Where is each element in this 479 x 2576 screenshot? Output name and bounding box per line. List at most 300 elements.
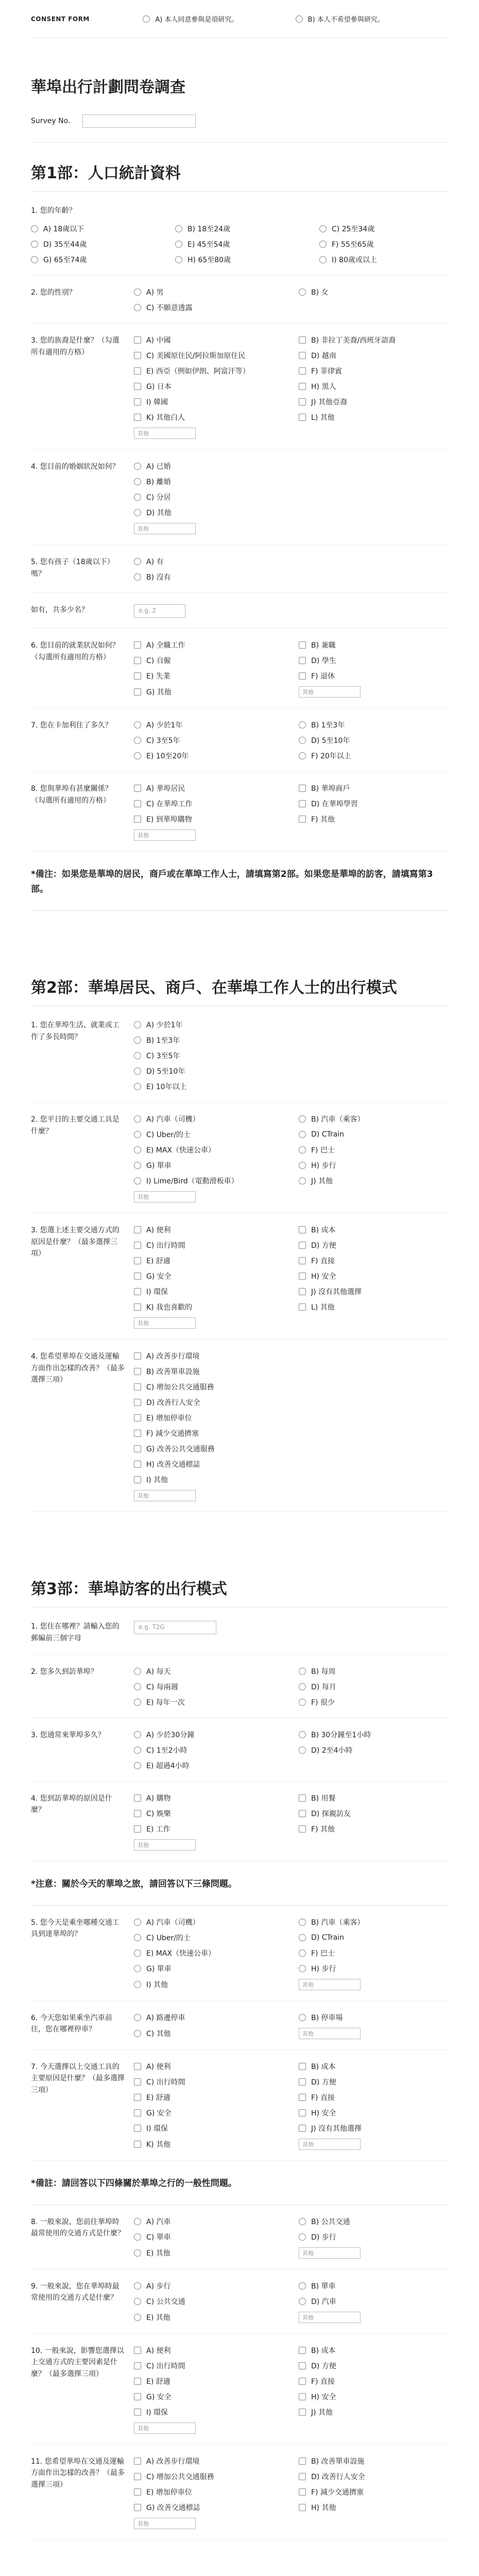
checkbox-icon[interactable]: [299, 1242, 306, 1249]
s2-q2-option[interactable]: D) CTrain: [299, 1129, 448, 1140]
checkbox-icon[interactable]: [134, 1430, 141, 1437]
s3-q10-option[interactable]: C) 出行時間: [134, 2361, 283, 2371]
radio-icon[interactable]: [134, 2014, 141, 2021]
radio-icon[interactable]: [299, 2298, 306, 2305]
s3-q11-option[interactable]: D) 改善行人安全: [299, 2471, 448, 2482]
s1-q3-option[interactable]: L) 其他: [299, 412, 448, 422]
radio-icon[interactable]: [134, 289, 141, 296]
checkbox-icon[interactable]: [299, 2504, 306, 2511]
radio-icon[interactable]: [299, 1668, 306, 1675]
radio-icon[interactable]: [134, 1981, 141, 1988]
radio-icon[interactable]: [319, 225, 327, 232]
s3-q3-option[interactable]: C) 1至2小時: [134, 1745, 283, 1755]
s1-q1-option[interactable]: E) 45至54歲: [175, 239, 304, 249]
checkbox-icon[interactable]: [134, 2109, 141, 2116]
s3-q8-other-input[interactable]: 其他: [299, 2247, 361, 2259]
s3-q5-option[interactable]: E) MAX（快速公車）: [134, 1948, 283, 1958]
radio-icon[interactable]: [134, 1699, 141, 1706]
s3-q11-option[interactable]: A) 改善步行環境: [134, 2456, 283, 2466]
s2-q2-option[interactable]: J) 其他: [299, 1176, 448, 1186]
s3-q9-option[interactable]: B) 單車: [299, 2281, 448, 2291]
s3-q8-option[interactable]: E) 其他: [134, 2247, 283, 2259]
radio-icon[interactable]: [134, 1067, 141, 1075]
radio-icon[interactable]: [134, 1965, 141, 1972]
radio-icon[interactable]: [134, 463, 141, 470]
checkbox-icon[interactable]: [134, 2409, 141, 2416]
s3-q7-option[interactable]: F) 直接: [299, 2092, 448, 2103]
radio-icon[interactable]: [31, 256, 38, 263]
s1-q8-option[interactable]: B) 華埠商戶: [299, 783, 448, 793]
s3-q2-option[interactable]: F) 很少: [299, 1697, 448, 1707]
children-count-input[interactable]: e.g. 2: [134, 604, 185, 618]
s1-q4-other-input[interactable]: 其他: [134, 523, 196, 534]
s2-q2-option[interactable]: C) Uber/的士: [134, 1129, 283, 1140]
s1-q4-option[interactable]: A) 已婚: [134, 461, 448, 471]
radio-icon[interactable]: [299, 1162, 306, 1169]
radio-icon[interactable]: [134, 1177, 141, 1184]
radio-icon[interactable]: [299, 1177, 306, 1184]
checkbox-icon[interactable]: [299, 414, 306, 421]
checkbox-icon[interactable]: [299, 2409, 306, 2416]
s2-q1-option[interactable]: E) 10年以上: [134, 1081, 448, 1092]
radio-icon[interactable]: [299, 1699, 306, 1706]
checkbox-icon[interactable]: [134, 398, 141, 405]
s3-q9-option[interactable]: C) 公共交通: [134, 2296, 283, 2307]
radio-icon[interactable]: [299, 2014, 306, 2021]
consent-decline-radio[interactable]: [296, 15, 303, 23]
s2-q1-option[interactable]: C) 3至5年: [134, 1050, 448, 1061]
s3-q7-option[interactable]: E) 舒適: [134, 2092, 283, 2103]
s3-q10-option[interactable]: B) 成本: [299, 2345, 448, 2355]
s3-q6-option[interactable]: B) 停車場: [299, 2012, 448, 2023]
checkbox-icon[interactable]: [299, 1810, 306, 1817]
s1-q3-option[interactable]: A) 中國: [134, 335, 283, 345]
radio-icon[interactable]: [134, 1762, 141, 1769]
radio-icon[interactable]: [299, 2218, 306, 2225]
radio-icon[interactable]: [134, 304, 141, 311]
s3-q9-option[interactable]: D) 汽車: [299, 2296, 448, 2307]
checkbox-icon[interactable]: [134, 2504, 141, 2511]
s3-q4-option[interactable]: D) 探親訪友: [299, 1808, 448, 1819]
radio-icon[interactable]: [299, 737, 306, 744]
checkbox-icon[interactable]: [299, 672, 306, 680]
s2-q4-option[interactable]: G) 改善公共交通服務: [134, 1444, 448, 1454]
checkbox-icon[interactable]: [299, 2109, 306, 2116]
radio-icon[interactable]: [299, 1919, 306, 1926]
s1-q5-option[interactable]: A) 有: [134, 556, 448, 567]
s2-q4-option[interactable]: E) 增加停車位: [134, 1413, 448, 1423]
checkbox-icon[interactable]: [134, 1352, 141, 1360]
s1-q7-option[interactable]: E) 10至20年: [134, 751, 283, 761]
s1-q2-option[interactable]: C) 不願意透露: [134, 302, 283, 313]
s2-q4-option[interactable]: D) 改善行人安全: [134, 1397, 448, 1408]
checkbox-icon[interactable]: [299, 657, 306, 664]
s3-q11-option[interactable]: E) 增加停車位: [134, 2487, 283, 2497]
s1-q3-option[interactable]: E) 西亞（例如伊朗、阿富汗等）: [134, 366, 283, 376]
s1-q7-option[interactable]: F) 20年以上: [299, 751, 448, 761]
s2-q3-option[interactable]: H) 安全: [299, 1271, 448, 1281]
s2-q3-option[interactable]: B) 成本: [299, 1225, 448, 1235]
s2-q4-option[interactable]: I) 其他: [134, 1475, 448, 1485]
checkbox-icon[interactable]: [134, 1825, 141, 1833]
s3-q11-option[interactable]: G) 改善交通標誌: [134, 2502, 283, 2513]
checkbox-icon[interactable]: [299, 785, 306, 792]
s1-q7-option[interactable]: A) 少於1年: [134, 720, 283, 730]
checkbox-icon[interactable]: [299, 2458, 306, 2465]
s2-q1-option[interactable]: D) 5至10年: [134, 1066, 448, 1076]
radio-icon[interactable]: [134, 558, 141, 565]
radio-icon[interactable]: [134, 2233, 141, 2241]
s3-q5-option[interactable]: D) CTrain: [299, 1933, 448, 1943]
s1-q6-other-input[interactable]: 其他: [299, 686, 361, 698]
s2-q2-option[interactable]: H) 步行: [299, 1160, 448, 1171]
s2-q2-option[interactable]: B) 汽車（乘客）: [299, 1114, 448, 1124]
radio-icon[interactable]: [299, 1131, 306, 1138]
checkbox-icon[interactable]: [134, 2362, 141, 2369]
radio-icon[interactable]: [134, 721, 141, 728]
checkbox-icon[interactable]: [299, 2393, 306, 2400]
s1-q1-option[interactable]: D) 35至44歲: [31, 239, 160, 249]
checkbox-icon[interactable]: [299, 2078, 306, 2086]
s3-q8-option[interactable]: B) 公共交通: [299, 2216, 448, 2227]
radio-icon[interactable]: [134, 1747, 141, 1754]
checkbox-icon[interactable]: [299, 641, 306, 649]
checkbox-icon[interactable]: [299, 2473, 306, 2480]
checkbox-icon[interactable]: [134, 688, 141, 696]
s2-q4-option[interactable]: A) 改善步行環境: [134, 1351, 448, 1361]
s3-q2-option[interactable]: D) 每月: [299, 1682, 448, 1692]
radio-icon[interactable]: [299, 2282, 306, 2290]
s2-q2-option[interactable]: E) MAX（快速公車）: [134, 1145, 283, 1155]
s2-q2-other-input[interactable]: 其他: [134, 1191, 196, 1202]
checkbox-icon[interactable]: [134, 1288, 141, 1295]
radio-icon[interactable]: [134, 1083, 141, 1090]
s3-q10-other-input[interactable]: 其他: [134, 2422, 196, 2434]
s1-q5-option[interactable]: B) 沒有: [134, 572, 448, 582]
radio-icon[interactable]: [299, 1115, 306, 1123]
s2-q2-option[interactable]: A) 汽車（司機）: [134, 1114, 283, 1124]
checkbox-icon[interactable]: [134, 352, 141, 359]
checkbox-icon[interactable]: [134, 2094, 141, 2101]
radio-icon[interactable]: [31, 225, 38, 232]
s3-q5-option[interactable]: C) Uber/的士: [134, 1933, 283, 1943]
s1-q8-option[interactable]: D) 在華埠學習: [299, 799, 448, 809]
checkbox-icon[interactable]: [134, 672, 141, 680]
s3-q7-option[interactable]: A) 便利: [134, 2061, 283, 2072]
s1-q8-option[interactable]: E) 到華埠購物: [134, 814, 283, 824]
radio-icon[interactable]: [299, 721, 306, 728]
radio-icon[interactable]: [134, 2282, 141, 2290]
s3-q2-option[interactable]: C) 每兩週: [134, 1682, 283, 1692]
s3-q4-option[interactable]: E) 工作: [134, 1824, 283, 1834]
s1-q8-option[interactable]: C) 在華埠工作: [134, 799, 283, 809]
s3-q5-option[interactable]: F) 巴士: [299, 1948, 448, 1958]
s3-q7-option[interactable]: H) 安全: [299, 2108, 448, 2118]
s1-q8-other-input[interactable]: 其他: [134, 829, 196, 841]
checkbox-icon[interactable]: [134, 1399, 141, 1406]
checkbox-icon[interactable]: [134, 2078, 141, 2086]
s1-q2-option[interactable]: B) 女: [299, 287, 448, 297]
checkbox-icon[interactable]: [299, 383, 306, 390]
s3-q6-option[interactable]: C) 其他: [134, 2028, 283, 2039]
radio-icon[interactable]: [134, 509, 141, 516]
radio-icon[interactable]: [299, 1950, 306, 1957]
s1-q1-option[interactable]: A) 18歲以下: [31, 224, 160, 234]
checkbox-icon[interactable]: [299, 1226, 306, 1233]
s2-q3-other-input[interactable]: 其他: [134, 1317, 196, 1329]
s1-q6-option[interactable]: C) 自僱: [134, 655, 283, 666]
checkbox-icon[interactable]: [134, 2141, 141, 2148]
s1-q6-option[interactable]: F) 退休: [299, 671, 448, 681]
radio-icon[interactable]: [299, 1747, 306, 1754]
checkbox-icon[interactable]: [299, 2347, 306, 2354]
s1-q3-option[interactable]: B) 非拉丁美裔/西班牙語裔: [299, 335, 448, 345]
s3-q11-option[interactable]: H) 其他: [299, 2502, 448, 2513]
checkbox-icon[interactable]: [299, 800, 306, 807]
s3-q11-option[interactable]: F) 減少交通擠塞: [299, 2487, 448, 2497]
radio-icon[interactable]: [134, 752, 141, 759]
checkbox-icon[interactable]: [299, 816, 306, 823]
checkbox-icon[interactable]: [299, 1273, 306, 1280]
radio-icon[interactable]: [134, 478, 141, 485]
checkbox-icon[interactable]: [134, 1476, 141, 1483]
s2-q4-other-input[interactable]: 其他: [134, 1490, 196, 1501]
s1-q3-option[interactable]: G) 日本: [134, 381, 283, 392]
s2-q4-option[interactable]: F) 減少交通擠塞: [134, 1428, 448, 1438]
s1-q1-option[interactable]: C) 25至34歲: [319, 224, 448, 234]
checkbox-icon[interactable]: [299, 2094, 306, 2101]
s3-q9-option[interactable]: A) 步行: [134, 2281, 283, 2291]
checkbox-icon[interactable]: [134, 2473, 141, 2480]
checkbox-icon[interactable]: [134, 1794, 141, 1802]
checkbox-icon[interactable]: [134, 2347, 141, 2354]
checkbox-icon[interactable]: [134, 1226, 141, 1233]
radio-icon[interactable]: [299, 289, 306, 296]
radio-icon[interactable]: [134, 737, 141, 744]
s3-q11-other-input[interactable]: 其他: [134, 2518, 196, 2529]
s3-q7-option[interactable]: B) 成本: [299, 2061, 448, 2072]
s2-q2-option[interactable]: G) 單車: [134, 1160, 283, 1171]
radio-icon[interactable]: [134, 494, 141, 501]
s1-q3-other-input[interactable]: 其他: [134, 428, 196, 439]
checkbox-icon[interactable]: [134, 657, 141, 664]
radio-icon[interactable]: [134, 1021, 141, 1028]
s1-q3-option[interactable]: H) 黑人: [299, 381, 448, 392]
s2-q3-option[interactable]: K) 我也喜歡的: [134, 1302, 283, 1312]
checkbox-icon[interactable]: [299, 367, 306, 375]
s3-q11-option[interactable]: B) 改善單車設施: [299, 2456, 448, 2466]
radio-icon[interactable]: [299, 1146, 306, 1154]
s3-q4-option[interactable]: C) 娛樂: [134, 1808, 283, 1819]
checkbox-icon[interactable]: [134, 2393, 141, 2400]
s3-q10-option[interactable]: D) 方便: [299, 2361, 448, 2371]
checkbox-icon[interactable]: [134, 2125, 141, 2132]
s1-q7-option[interactable]: D) 5至10年: [299, 735, 448, 745]
s3-q3-option[interactable]: E) 超過4小時: [134, 1760, 283, 1771]
s1-q3-option[interactable]: C) 美國原住民/阿拉斯加原住民: [134, 350, 283, 361]
s3-q5-option[interactable]: H) 步行: [299, 1963, 448, 1974]
s3-q5-option[interactable]: B) 汽車（乘客）: [299, 1917, 448, 1927]
s1-q3-option[interactable]: D) 越南: [299, 350, 448, 361]
radio-icon[interactable]: [299, 1683, 306, 1690]
checkbox-icon[interactable]: [299, 1794, 306, 1802]
s3-q10-option[interactable]: A) 便利: [134, 2345, 283, 2355]
checkbox-icon[interactable]: [134, 816, 141, 823]
s3-q4-option[interactable]: B) 用餐: [299, 1793, 448, 1803]
checkbox-icon[interactable]: [134, 641, 141, 649]
s3-q10-option[interactable]: E) 舒適: [134, 2376, 283, 2386]
checkbox-icon[interactable]: [134, 1383, 141, 1391]
s2-q3-option[interactable]: D) 方便: [299, 1240, 448, 1250]
s3-q9-option[interactable]: E) 其他: [134, 2312, 283, 2323]
s3-q7-option[interactable]: G) 安全: [134, 2108, 283, 2118]
checkbox-icon[interactable]: [134, 336, 141, 344]
s1-q1-option[interactable]: G) 65至74歲: [31, 255, 160, 265]
s3-q7-option[interactable]: C) 出行時間: [134, 2077, 283, 2087]
s3-q2-option[interactable]: E) 每年一次: [134, 1697, 283, 1707]
s2-q2-option[interactable]: I) Lime/Bird（電動滑板車）: [134, 1176, 283, 1186]
radio-icon[interactable]: [134, 1037, 141, 1044]
checkbox-icon[interactable]: [134, 1303, 141, 1311]
s2-q4-option[interactable]: C) 增加公共交通服務: [134, 1382, 448, 1392]
s3-q2-option[interactable]: A) 每天: [134, 1666, 283, 1676]
radio-icon[interactable]: [134, 1683, 141, 1690]
s2-q3-option[interactable]: F) 直接: [299, 1256, 448, 1266]
radio-icon[interactable]: [134, 573, 141, 581]
s2-q3-option[interactable]: E) 舒適: [134, 1256, 283, 1266]
s2-q4-option[interactable]: H) 改善交通標誌: [134, 1459, 448, 1469]
s3-q5-option[interactable]: A) 汽車（司機）: [134, 1917, 283, 1927]
s1-q4-option[interactable]: C) 分居: [134, 492, 448, 502]
radio-icon[interactable]: [31, 241, 38, 248]
checkbox-icon[interactable]: [134, 2458, 141, 2465]
radio-icon[interactable]: [134, 1052, 141, 1059]
s1-q1-option[interactable]: I) 80歲或以上: [319, 255, 448, 265]
s3-q5-option[interactable]: G) 單車: [134, 1963, 283, 1974]
radio-icon[interactable]: [134, 1934, 141, 1941]
radio-icon[interactable]: [299, 1965, 306, 1972]
checkbox-icon[interactable]: [134, 367, 141, 375]
checkbox-icon[interactable]: [299, 2063, 306, 2070]
checkbox-icon[interactable]: [134, 2378, 141, 2385]
checkbox-icon[interactable]: [134, 1414, 141, 1421]
s1-q6-option[interactable]: G) 其他: [134, 686, 283, 698]
checkbox-icon[interactable]: [299, 2125, 306, 2132]
s3-q2-option[interactable]: B) 每周: [299, 1666, 448, 1676]
s3-q5-other-input[interactable]: 其他: [299, 1979, 361, 1990]
s3-q11-option[interactable]: C) 增加公共交通服務: [134, 2471, 283, 2482]
s1-q6-option[interactable]: A) 全職工作: [134, 640, 283, 650]
consent-agree-radio[interactable]: [143, 15, 150, 23]
checkbox-icon[interactable]: [299, 352, 306, 359]
s2-q3-option[interactable]: G) 安全: [134, 1271, 283, 1281]
s1-q8-option[interactable]: F) 其他: [299, 814, 448, 824]
s3-q10-option[interactable]: H) 安全: [299, 2392, 448, 2402]
s3-q7-other-input[interactable]: 其他: [299, 2139, 361, 2150]
consent-agree-option[interactable]: A) 本人同意參與是項研究。: [143, 14, 295, 24]
radio-icon[interactable]: [299, 1934, 306, 1941]
s1-q4-option[interactable]: D) 其他: [134, 507, 448, 518]
radio-icon[interactable]: [319, 256, 327, 263]
checkbox-icon[interactable]: [134, 1257, 141, 1264]
checkbox-icon[interactable]: [299, 398, 306, 405]
s1-q8-option[interactable]: A) 華埠居民: [134, 783, 283, 793]
s1-q1-option[interactable]: H) 65至80歲: [175, 255, 304, 265]
radio-icon[interactable]: [134, 2249, 141, 2257]
s2-q1-option[interactable]: A) 少於1年: [134, 1020, 448, 1030]
s3-q6-option[interactable]: A) 路邊停車: [134, 2012, 283, 2023]
checkbox-icon[interactable]: [134, 1445, 141, 1452]
s3-q6-other-input[interactable]: 其他: [299, 2028, 361, 2039]
checkbox-icon[interactable]: [134, 414, 141, 421]
checkbox-icon[interactable]: [134, 383, 141, 390]
consent-decline-option[interactable]: B) 本人不希望參與研究。: [296, 14, 448, 24]
radio-icon[interactable]: [299, 1731, 306, 1738]
radio-icon[interactable]: [134, 1668, 141, 1675]
s1-q6-option[interactable]: B) 兼職: [299, 640, 448, 650]
s1-q3-option[interactable]: F) 菲律賓: [299, 366, 448, 376]
radio-icon[interactable]: [134, 1115, 141, 1123]
s1-q7-option[interactable]: C) 3至5年: [134, 735, 283, 745]
radio-icon[interactable]: [299, 752, 306, 759]
checkbox-icon[interactable]: [299, 1288, 306, 1295]
s1-q3-option[interactable]: K) 其他白人: [134, 412, 283, 422]
s2-q2-option[interactable]: F) 巴士: [299, 1145, 448, 1155]
s2-q3-option[interactable]: A) 便利: [134, 1225, 283, 1235]
s1-q7-option[interactable]: B) 1至3年: [299, 720, 448, 730]
s3-q7-option[interactable]: D) 方便: [299, 2077, 448, 2087]
s2-q3-option[interactable]: I) 環保: [134, 1286, 283, 1297]
radio-icon[interactable]: [134, 1162, 141, 1169]
s3-q9-other-input[interactable]: 其他: [299, 2312, 361, 2323]
s3-q10-option[interactable]: F) 直接: [299, 2376, 448, 2386]
s3-q10-option[interactable]: J) 其他: [299, 2407, 448, 2417]
s2-q3-option[interactable]: J) 沒有其他選擇: [299, 1286, 448, 1297]
radio-icon[interactable]: [175, 225, 182, 232]
checkbox-icon[interactable]: [134, 1461, 141, 1468]
checkbox-icon[interactable]: [134, 1368, 141, 1375]
checkbox-icon[interactable]: [299, 336, 306, 344]
checkbox-icon[interactable]: [134, 2063, 141, 2070]
s1-q1-option[interactable]: F) 55至65歲: [319, 239, 448, 249]
s1-q4-option[interactable]: B) 離婚: [134, 477, 448, 487]
s2-q3-option[interactable]: L) 其他: [299, 1302, 448, 1312]
checkbox-icon[interactable]: [299, 1825, 306, 1833]
radio-icon[interactable]: [175, 241, 182, 248]
radio-icon[interactable]: [134, 2298, 141, 2305]
s3-q8-option[interactable]: D) 步行: [299, 2232, 448, 2242]
s3-q8-option[interactable]: C) 單車: [134, 2232, 283, 2242]
s3-q10-option[interactable]: G) 安全: [134, 2392, 283, 2402]
radio-icon[interactable]: [134, 1919, 141, 1926]
radio-icon[interactable]: [134, 1731, 141, 1738]
radio-icon[interactable]: [134, 1131, 141, 1138]
s3-q8-option[interactable]: A) 汽車: [134, 2216, 283, 2227]
s3-q3-option[interactable]: A) 少於30分鐘: [134, 1730, 283, 1740]
checkbox-icon[interactable]: [134, 785, 141, 792]
s1-q6-option[interactable]: D) 學生: [299, 655, 448, 666]
s2-q3-option[interactable]: C) 出行時間: [134, 1240, 283, 1250]
checkbox-icon[interactable]: [299, 1303, 306, 1311]
radio-icon[interactable]: [134, 2218, 141, 2225]
checkbox-icon[interactable]: [299, 2378, 306, 2385]
radio-icon[interactable]: [299, 2233, 306, 2241]
s3-q4-option[interactable]: F) 其他: [299, 1824, 448, 1834]
s1-q3-option[interactable]: I) 韓國: [134, 397, 283, 407]
checkbox-icon[interactable]: [299, 1257, 306, 1264]
radio-icon[interactable]: [134, 2030, 141, 2037]
checkbox-icon[interactable]: [134, 1242, 141, 1249]
